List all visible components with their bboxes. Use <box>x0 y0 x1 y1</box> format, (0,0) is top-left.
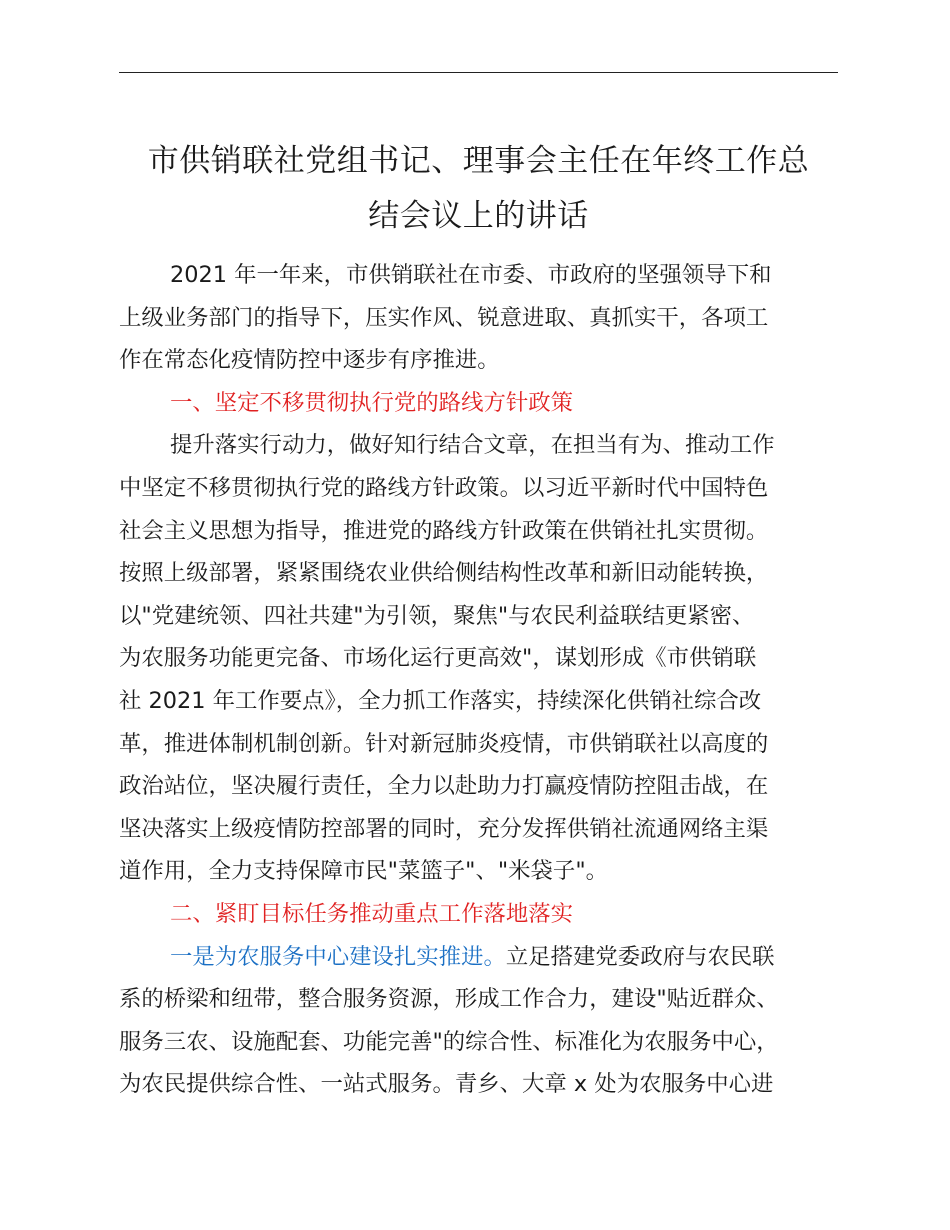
title-line-2: 结会议上的讲话 <box>368 198 589 234</box>
para1-line: 作在常态化疫情防控中逐步有序推进。 <box>119 347 500 374</box>
top-rule <box>119 72 838 73</box>
para3-line: 系的桥梁和纽带，整合服务资源，形成工作合力，建设"贴近群众、 <box>119 986 779 1013</box>
para2-line: 政治站位，坚决履行责任，全力以赴助力打赢疫情防控阻击战，在 <box>119 773 769 800</box>
para2-line: 革，推进体制机制创新。针对新冠肺炎疫情，市供销联社以高度的 <box>119 730 769 757</box>
document-body <box>119 254 849 1106</box>
para3-line: 为农民提供综合性、一站式服务。青乡、大章 x 处为农服务中心进 <box>119 1071 774 1098</box>
para2-line: 坚决落实上级疫情防控部署的同时，充分发挥供销社流通网络主渠 <box>119 815 769 842</box>
section-heading-2: 二、紧盯目标任务推动重点工作落地落实 <box>170 900 574 927</box>
para1-line: 2021 年一年来，市供销联社在市委、市政府的坚强领导下和 <box>170 262 772 288</box>
page-title <box>100 134 857 244</box>
para3-first-line <box>119 936 849 979</box>
para3-lead-phrase: 一是为农服务中心建设扎实推进。 <box>170 943 506 970</box>
para2-line: 中坚定不移贯彻执行党的路线方针政策。以习近平新时代中国特色 <box>119 474 769 501</box>
title-line-1: 市供销联社党组书记、理事会主任在年终工作总 <box>147 143 810 179</box>
para2-line: 以"党建统领、四社共建"为引领，聚焦"与农民利益联结更紧密、 <box>119 602 755 629</box>
para2-line: 按照上级部署，紧紧围绕农业供给侧结构性改革和新旧动能转换， <box>119 560 769 587</box>
para3-line: 服务三农、设施配套、功能完善"的综合性、标准化为农服务中心， <box>119 1028 779 1055</box>
para2-line: 道作用，全力支持保障市民"菜篮子"、"米袋子"。 <box>119 858 609 885</box>
para1-line: 上级业务部门的指导下，压实作风、锐意进取、真抓实干，各项工 <box>119 304 769 331</box>
para3-first-rest: 立足搭建党委政府与农民联 <box>505 943 775 970</box>
para2-line: 提升落实行动力，做好知行结合文章，在担当有为、推动工作 <box>170 432 775 459</box>
section-heading-1: 一、坚定不移贯彻执行党的路线方针政策 <box>170 389 574 416</box>
para2-line: 为农服务功能更完备、市场化运行更高效"，谋划形成《市供销联 <box>119 645 757 672</box>
para2-line: 社 2021 年工作要点》，全力抓工作落实，持续深化供销社综合改 <box>119 687 762 714</box>
para2-line: 社会主义思想为指导，推进党的路线方针政策在供销社扎实贯彻。 <box>119 517 769 544</box>
